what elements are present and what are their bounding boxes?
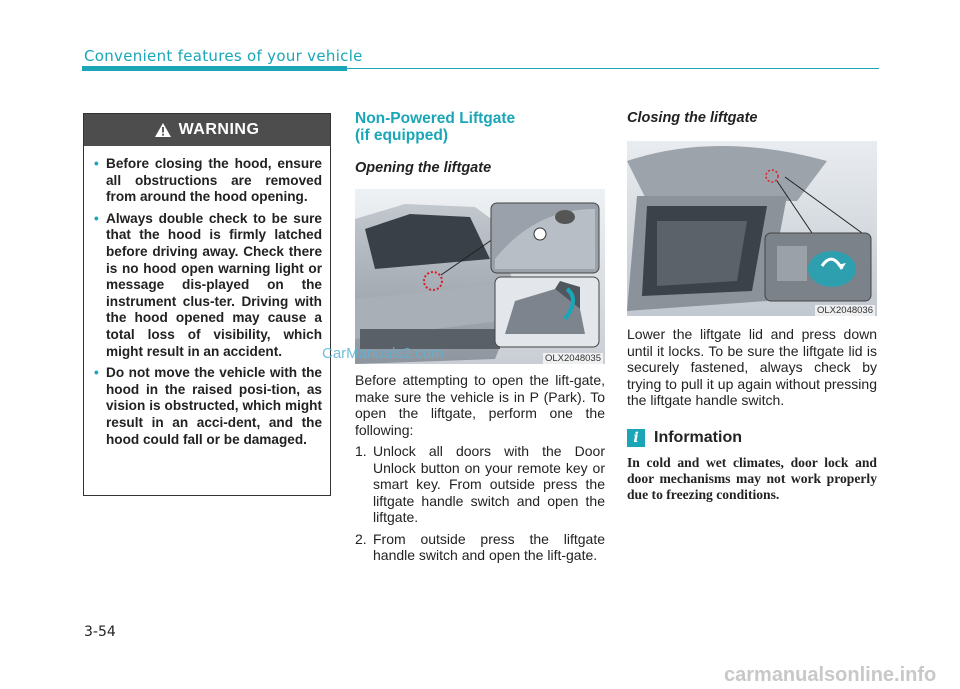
opening-intro-text: Before attempting to open the lift-gate, make sure the vehicle is in P (Park). To open the liftgate, perform one the following: <box>355 372 605 438</box>
step-number: 2. <box>355 530 367 547</box>
watermark-carmanualsonline: carmanualsonline.info <box>724 664 937 686</box>
warning-box <box>83 113 331 496</box>
info-icon: i <box>627 429 645 447</box>
figure-code: OLX2048036 <box>817 305 873 316</box>
warning-title: WARNING <box>178 121 260 138</box>
figure-code: OLX2048035 <box>545 353 601 364</box>
liftgate-opening-figure <box>355 189 605 364</box>
warning-item: • Before closing the hood, ensure all obstructions are removed from around the hood opening. <box>94 156 322 206</box>
watermark-carmanuals2: CarManuals2.com <box>322 345 444 362</box>
step-text: Unlock all doors with the Door Unlock button on your remote key or smart key. From outside press the liftgate handle switch and open the liftgate. <box>373 443 605 525</box>
warning-header <box>84 114 330 146</box>
closing-text: Lower the liftgate lid and press down until it locks. To be sure the liftgate lid is securely fastened, always check by trying to pull it up again without pressing the liftgate handle switch. <box>627 326 877 408</box>
opening-subtitle: Opening the liftgate <box>355 160 492 176</box>
open-liftgate-illustration <box>627 141 877 316</box>
liftgate-closing-column <box>627 110 877 504</box>
section-title-line2: (if equipped) <box>355 127 448 144</box>
warning-item: • Do not move the vehicle with the hood in the raised posi-tion, as vision is obstructed, which might result in an acci-dent, and the hood could fall or be damaged. <box>94 365 322 448</box>
page-number: 3-54 <box>84 624 116 640</box>
section-title-line1: Non-Powered Liftgate <box>355 110 516 127</box>
step-number: 1. <box>355 443 367 459</box>
information-title: Information <box>654 428 742 446</box>
liftgate-closing-figure <box>627 141 877 316</box>
section-header-title: Convenient features of your vehicle <box>84 47 363 65</box>
closing-subtitle: Closing the liftgate <box>627 110 758 126</box>
header-accent-bar <box>82 66 347 71</box>
step-text: From outside press the liftgate handle switch and open the lift-gate. <box>373 530 605 563</box>
warning-body <box>84 146 330 448</box>
information-text: In cold and wet climates, door lock and door mechanisms may not work properly due to freezing conditions. <box>627 454 877 503</box>
vehicle-rear-illustration <box>355 189 605 364</box>
warning-item: • Always double check to be sure that the hood is firmly latched before driving away. Check there is no hood open warning light or message dis-played on the instrument clus-ter. Driving with the hood opened may cause a total loss of visibility, which might result in an accident. <box>94 211 322 360</box>
list-item <box>355 531 605 564</box>
warning-triangle-icon <box>155 123 171 137</box>
section-title <box>355 110 605 144</box>
header-rule <box>347 68 879 69</box>
list-item <box>355 443 605 526</box>
information-header <box>627 429 877 447</box>
liftgate-opening-column <box>355 110 605 564</box>
